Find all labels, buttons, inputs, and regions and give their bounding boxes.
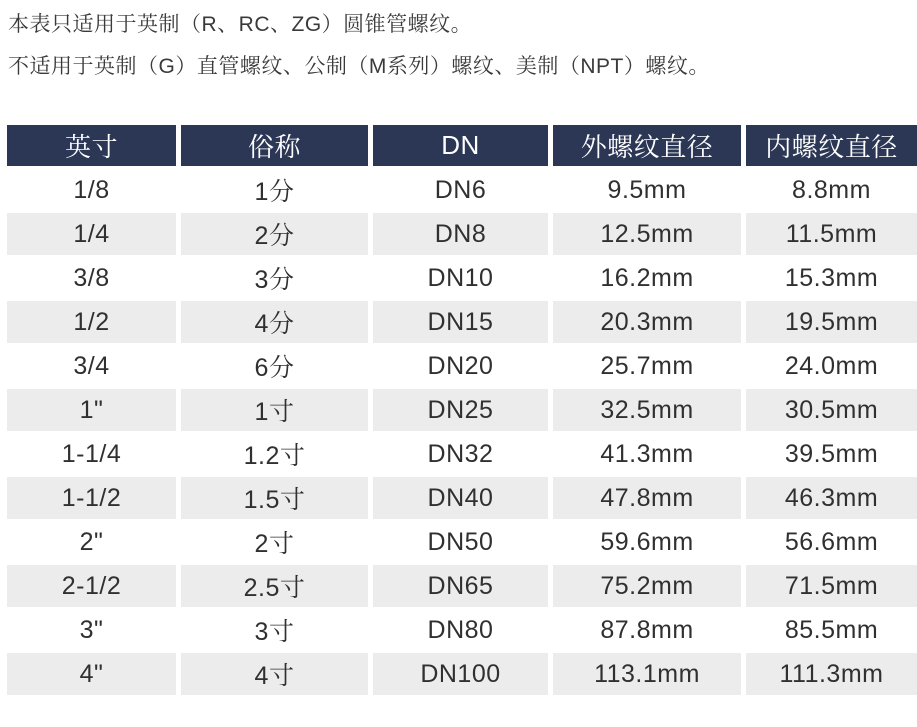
table-cell: 1-1/2 [7, 477, 176, 521]
table-header-row [7, 125, 917, 169]
table-row [7, 477, 917, 521]
table-row [7, 345, 917, 389]
table-cell: DN15 [373, 301, 548, 345]
table-cell: 3/4 [7, 345, 176, 389]
table-cell: 3/8 [7, 257, 176, 301]
table-cell: 2" [7, 521, 176, 565]
table-cell: 39.5mm [746, 433, 917, 477]
table-cell: 1" [7, 389, 176, 433]
table-cell: 4寸 [181, 653, 368, 697]
table-cell: 1分 [181, 169, 368, 213]
table-row [7, 653, 917, 697]
table-cell: 2-1/2 [7, 565, 176, 609]
table-cell: 16.2mm [553, 257, 741, 301]
column-header: 外螺纹直径 [553, 125, 741, 169]
table-cell: 59.6mm [553, 521, 741, 565]
table-cell: 46.3mm [746, 477, 917, 521]
table-cell: 47.8mm [553, 477, 741, 521]
table-cell: 85.5mm [746, 609, 917, 653]
table-cell: DN8 [373, 213, 548, 257]
table-cell: 9.5mm [553, 169, 741, 213]
table-cell: DN10 [373, 257, 548, 301]
table-row [7, 301, 917, 345]
table-cell: 24.0mm [746, 345, 917, 389]
thread-size-table [7, 125, 917, 697]
table-cell: DN65 [373, 565, 548, 609]
table-cell: 20.3mm [553, 301, 741, 345]
table-cell: 75.2mm [553, 565, 741, 609]
table-cell: DN32 [373, 433, 548, 477]
table-row [7, 521, 917, 565]
table-cell: 1/8 [7, 169, 176, 213]
table-cell: 3" [7, 609, 176, 653]
table-cell: 1/4 [7, 213, 176, 257]
table-cell: 87.8mm [553, 609, 741, 653]
table-cell: 11.5mm [746, 213, 917, 257]
table-row [7, 257, 917, 301]
table-cell: 1寸 [181, 389, 368, 433]
table-cell: 56.6mm [746, 521, 917, 565]
column-header: DN [373, 125, 548, 169]
table-cell: DN25 [373, 389, 548, 433]
table-cell: 2寸 [181, 521, 368, 565]
column-header: 英寸 [7, 125, 176, 169]
table-cell: 4分 [181, 301, 368, 345]
notice-line-1: 本表只适用于英制（R、RC、ZG）圆锥管螺纹。 [8, 13, 473, 36]
table-row [7, 565, 917, 609]
table-cell: DN20 [373, 345, 548, 389]
table-cell: 4" [7, 653, 176, 697]
table-cell: 113.1mm [553, 653, 741, 697]
table-cell: 3分 [181, 257, 368, 301]
notice-line-2: 不适用于英制（G）直管螺纹、公制（M系列）螺纹、美制（NPT）螺纹。 [8, 55, 710, 78]
table-cell: 2.5寸 [181, 565, 368, 609]
table-cell: 1.2寸 [181, 433, 368, 477]
table-cell: 32.5mm [553, 389, 741, 433]
table-cell: 1-1/4 [7, 433, 176, 477]
table-row [7, 389, 917, 433]
table-cell: DN100 [373, 653, 548, 697]
table-row [7, 609, 917, 653]
table-cell: 71.5mm [746, 565, 917, 609]
notice [0, 0, 917, 88]
column-header: 内螺纹直径 [746, 125, 917, 169]
table-cell: 15.3mm [746, 257, 917, 301]
table-cell: 41.3mm [553, 433, 741, 477]
column-header: 俗称 [181, 125, 368, 169]
table-cell: 3寸 [181, 609, 368, 653]
table-cell: 1.5寸 [181, 477, 368, 521]
table-row [7, 213, 917, 257]
table-cell: 30.5mm [746, 389, 917, 433]
table-cell: 12.5mm [553, 213, 741, 257]
table-cell: 8.8mm [746, 169, 917, 213]
table-cell: 19.5mm [746, 301, 917, 345]
table-row [7, 433, 917, 477]
table-body [7, 169, 917, 697]
table-cell: DN6 [373, 169, 548, 213]
table-cell: 111.3mm [746, 653, 917, 697]
table-cell: DN80 [373, 609, 548, 653]
table-cell: DN40 [373, 477, 548, 521]
table-cell: 6分 [181, 345, 368, 389]
table-cell: 1/2 [7, 301, 176, 345]
table-cell: DN50 [373, 521, 548, 565]
table-cell: 2分 [181, 213, 368, 257]
table-cell: 25.7mm [553, 345, 741, 389]
table-row [7, 169, 917, 213]
